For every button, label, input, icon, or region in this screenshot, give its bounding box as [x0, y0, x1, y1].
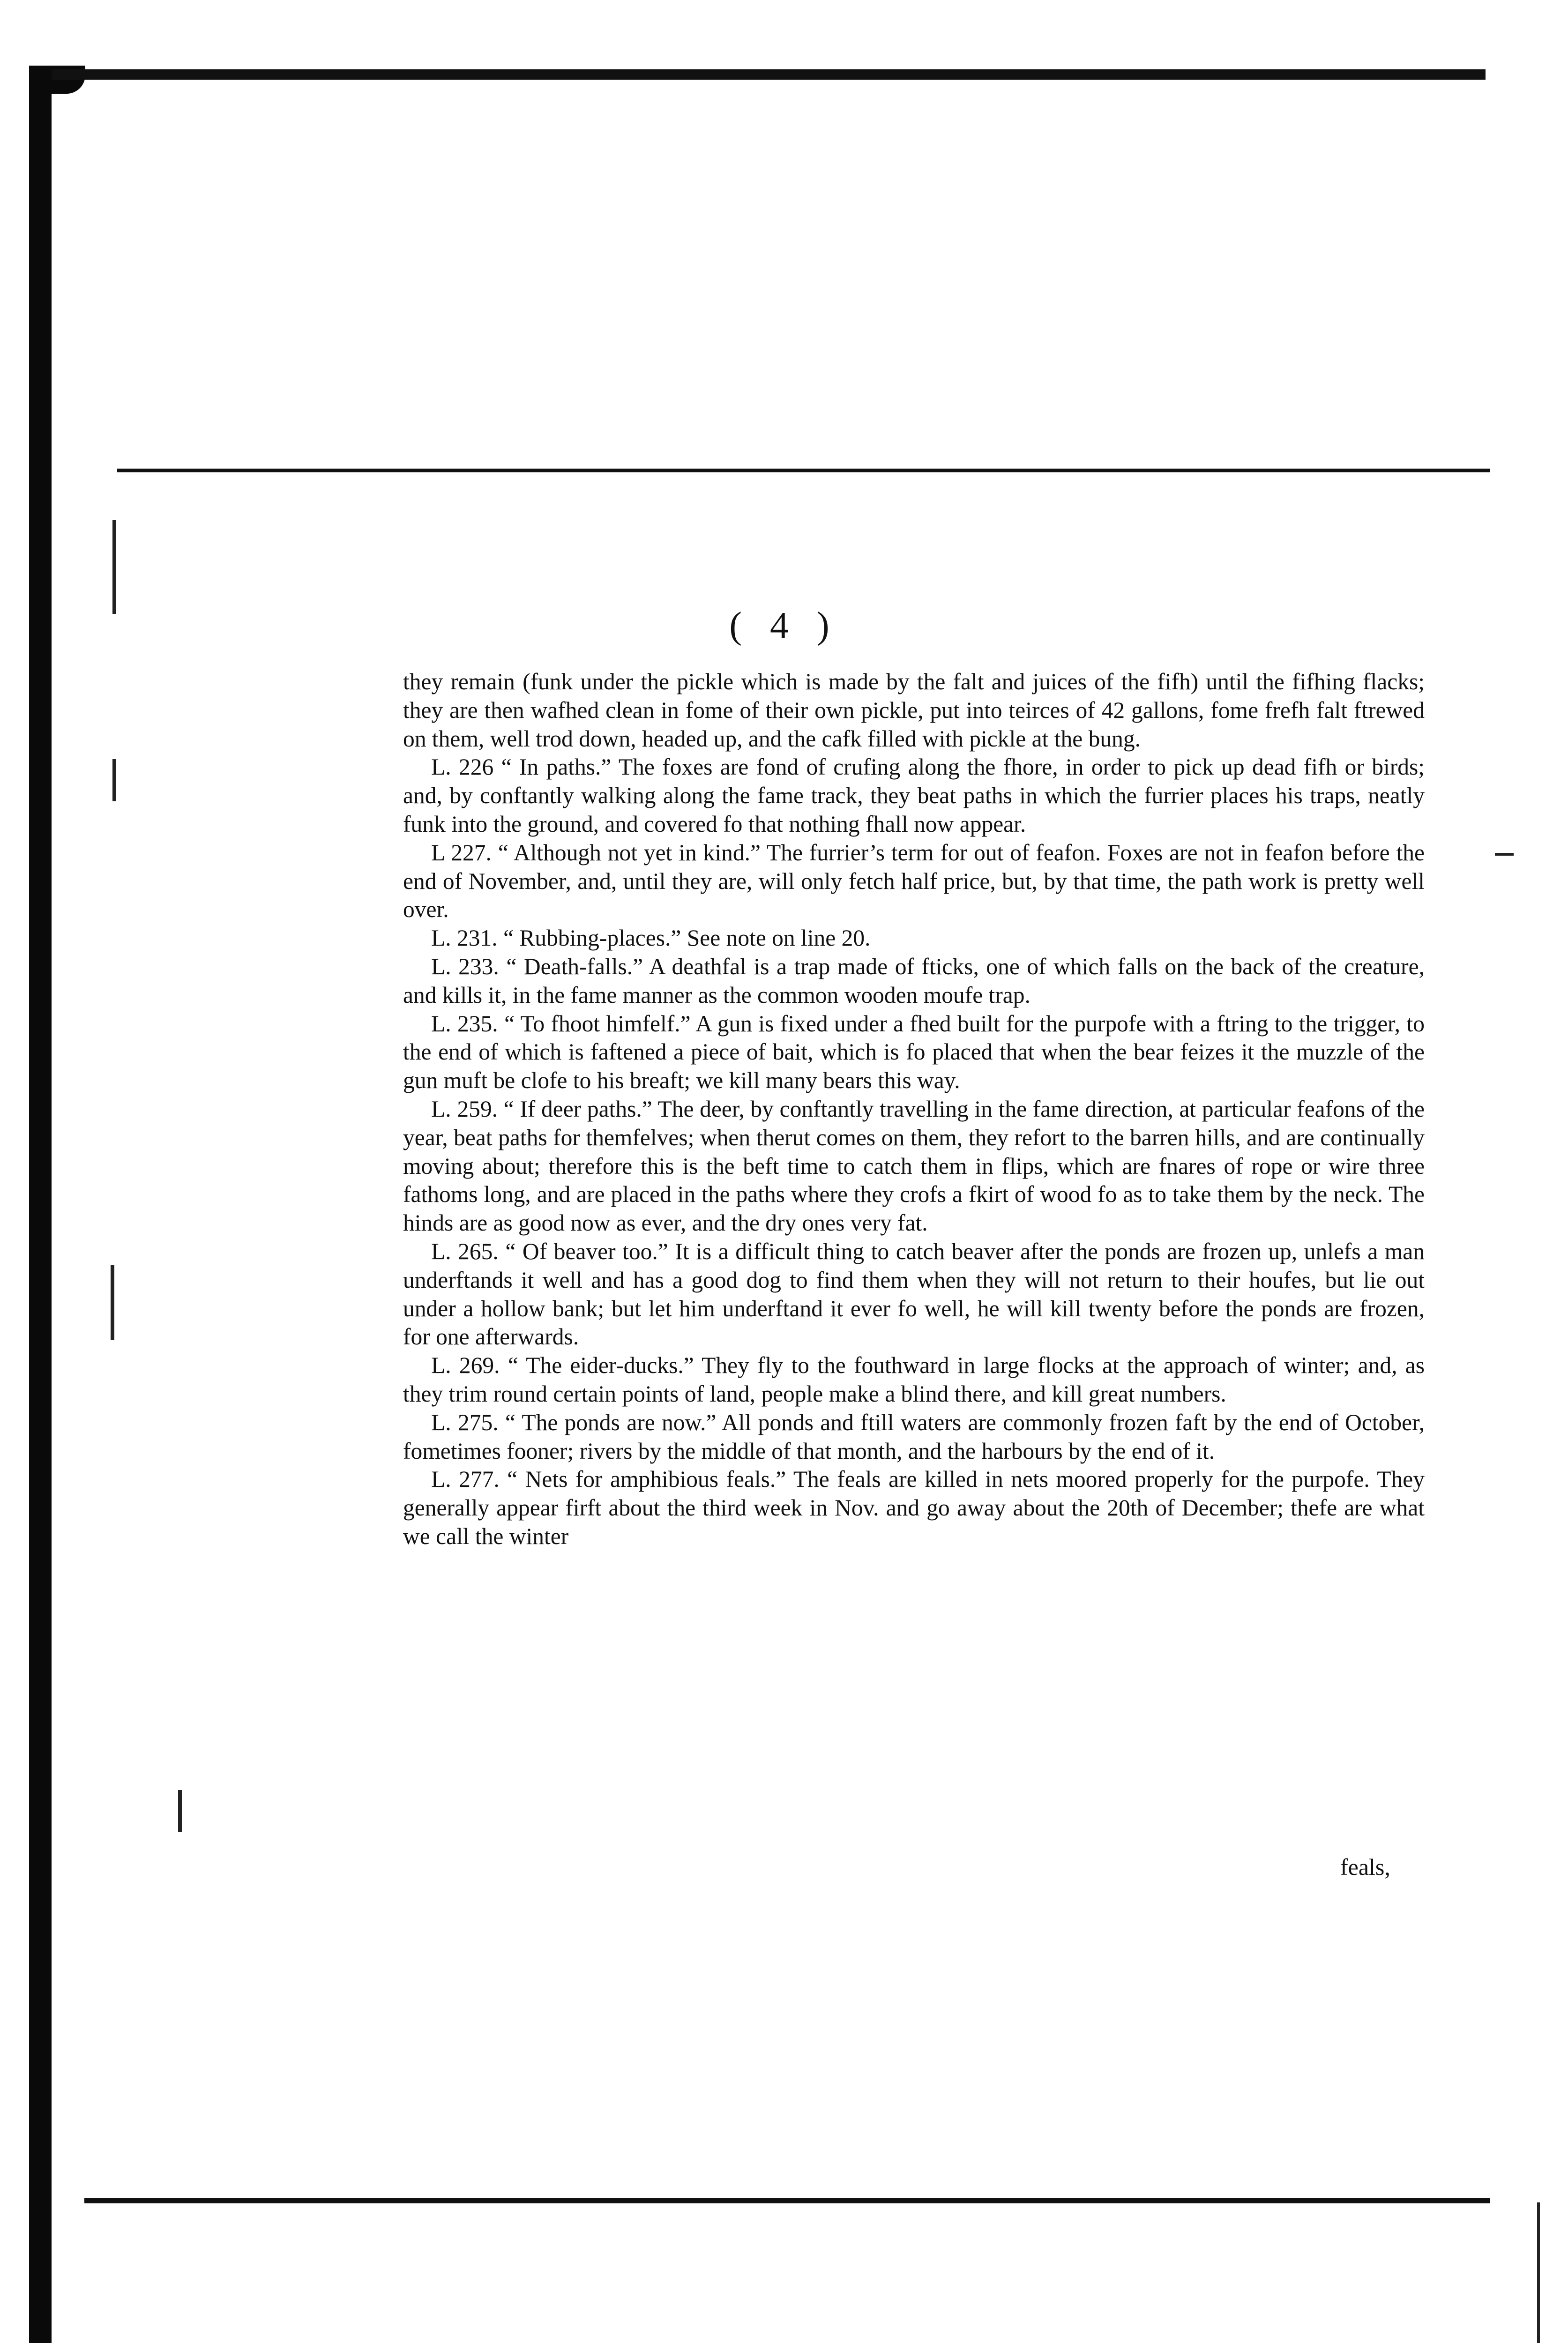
note-line-265: L. 265. “ Of beaver too.” It is a difficult thing to catch beaver after the ponds are frozen up, unlefs a man underftands it well and has a good dog to find them when they will not return to their houfes, but lie out under a hollow bank; but let him underftand it ever fo well, he will kill twenty before the ponds are frozen, for one afterwards.	[403, 1238, 1425, 1350]
note-line-227: L 227. “ Although not yet in kind.” The furrier’s term for out of feafon. Foxes are not in feafon before the end of November, and, until they are, will only fetch half price, but, by that time, the path work is pretty well over.	[403, 839, 1425, 923]
scan-speck	[112, 759, 116, 801]
note-line-277: L. 277. “ Nets for amphibious feals.” The feals are killed in nets moored properly for the purpofe. They generally appear firft about the third week in Nov. and go away about the 20th of December; thefe are what we call the winter	[403, 1466, 1425, 1549]
catchword: feals,	[1340, 1854, 1390, 1880]
note-line-269: L. 269. “ The eider-ducks.” They fly to the fouthward in large flocks at the approach of winter; and, as they trim round certain points of land, people make a blind there, and kill great numbers.	[403, 1352, 1425, 1407]
note-line-231: L. 231. “ Rubbing-places.” See note on line 20.	[431, 925, 871, 951]
middle-rule	[117, 469, 1490, 472]
scan-speck	[1537, 2202, 1540, 2343]
note-line-226: L. 226 “ In paths.” The foxes are fond of crufing along the fhore, in order to pick up dead fifh or birds; and, by conftantly walking along the fame track, they beat paths in which the furrier places his traps, neatly funk into the ground, and covered fo that nothing fhall now appear.	[403, 754, 1425, 837]
body-text	[403, 668, 1425, 1551]
binding-edge	[29, 70, 52, 2343]
scan-speck	[111, 1265, 114, 1340]
page-number: ( 4 )	[729, 605, 839, 646]
paragraph-continuation: they remain (funk under the pickle which is made by the falt and juices of the fifh) until the fifhing flacks; they are then wafhed clean in fome of their own pickle, put into teirces of 42 gallons, fome frefh falt ftrewed on them, well trod down, headed up, and the cafk filled with pickle at the bung.	[403, 669, 1425, 752]
note-line-259: L. 259. “ If deer paths.” The deer, by conftantly travelling in the fame direction, at particular feafons of the year, beat paths for themfelves; when therut comes on them, they refort to the barren hills, and are continually moving about; therefore this is the beft time to catch them in flips, which are fnares of rope or wire three fathoms long, and are placed in the paths where they crofs a fkirt of wood fo as to take them by the neck. The hinds are as good now as ever, and the dry ones very fat.	[403, 1096, 1425, 1236]
note-line-275: L. 275. “ The ponds are now.” All ponds and ftill waters are commonly frozen faft by the end of October, fometimes fooner; rivers by the middle of that month, and the harbours by the end of it.	[403, 1409, 1425, 1464]
note-line-235: L. 235. “ To fhoot himfelf.” A gun is fixed under a fhed built for the purpofe with a ftring to the trigger, to the end of which is faftened a piece of bait, which is fo placed that when the bear feizes it the muzzle of the gun muft be clofe to his breaft; we kill many bears this way.	[403, 1010, 1425, 1094]
scan-speck	[112, 520, 116, 614]
note-line-233: L. 233. “ Death-falls.” A deathfal is a trap made of fticks, one of which falls on the back of the creature, and kills it, in the fame manner as the common wooden moufe trap.	[403, 953, 1425, 1008]
scan-speck	[178, 1790, 182, 1832]
top-rule	[52, 69, 1486, 80]
bottom-rule	[84, 2198, 1490, 2203]
scan-speck	[1495, 853, 1514, 856]
